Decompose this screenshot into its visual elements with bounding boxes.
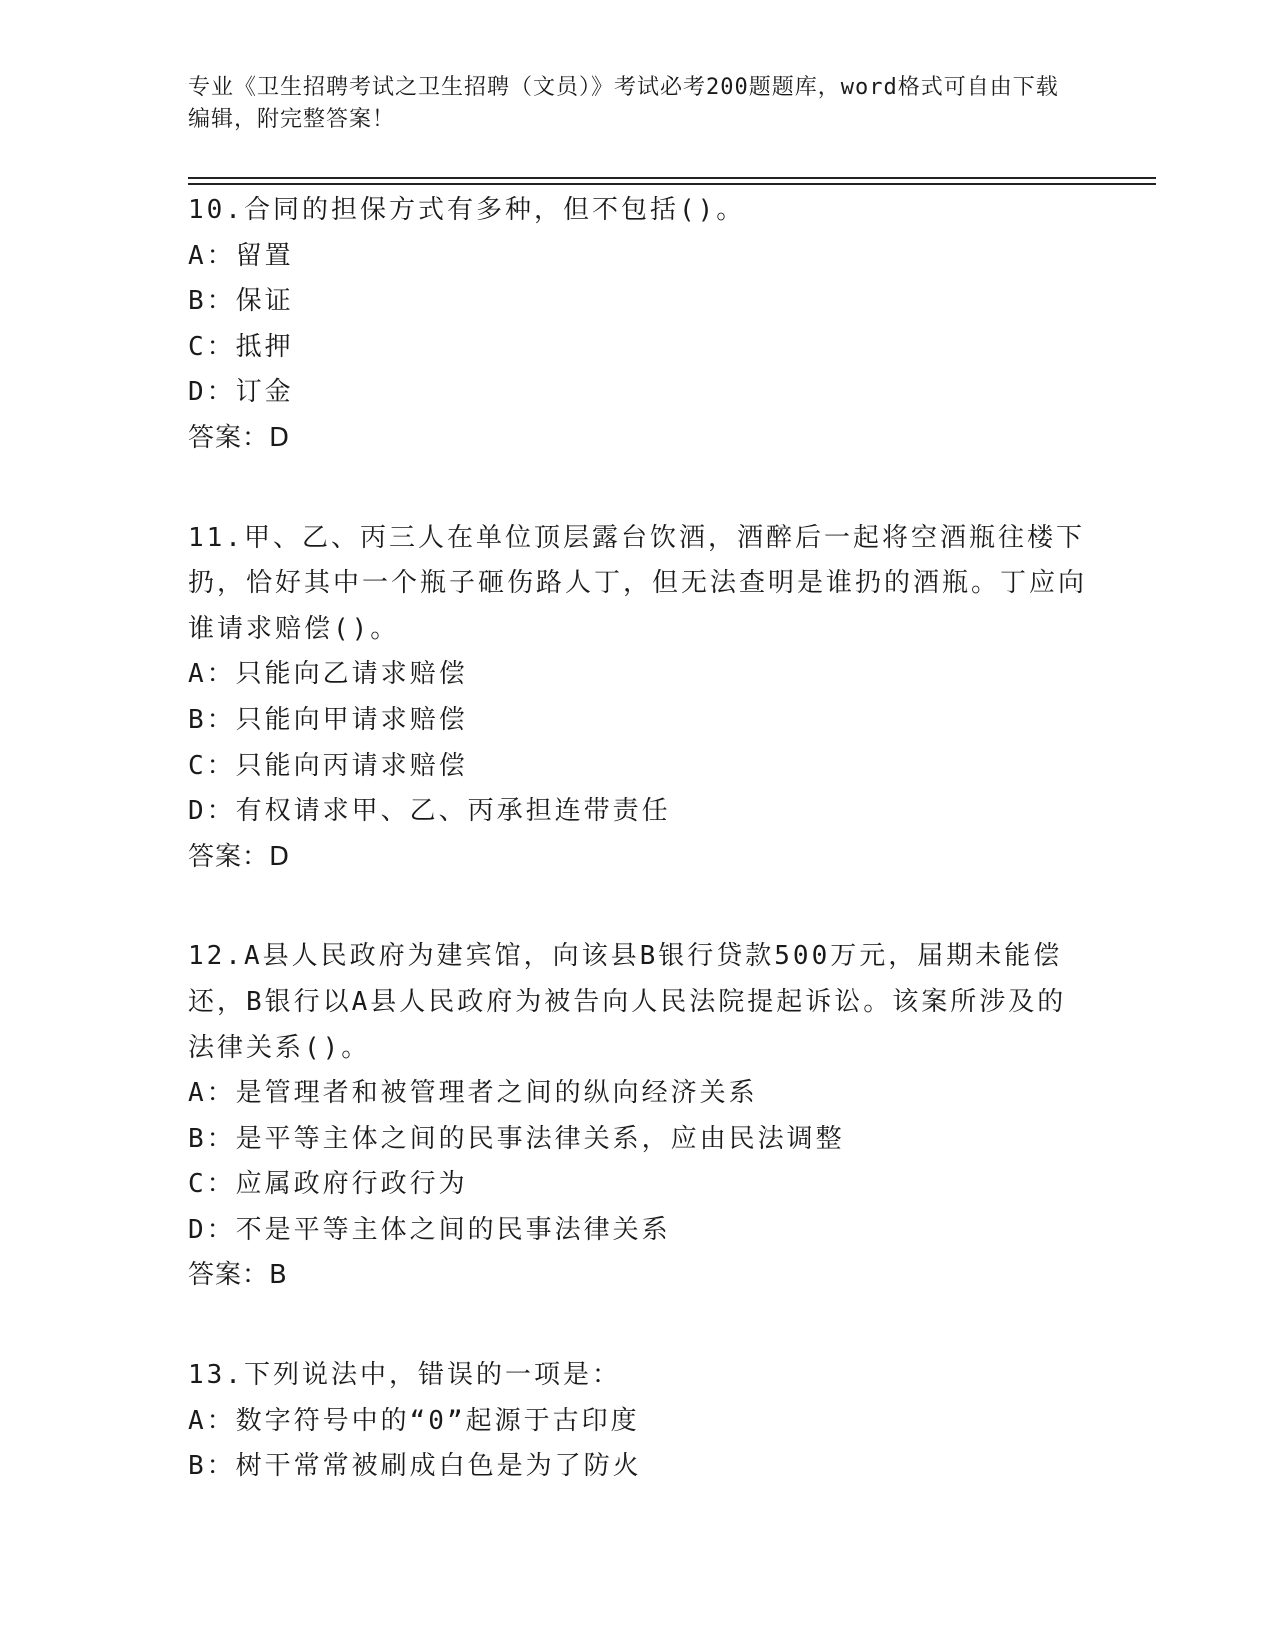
- question-13: [188, 1353, 1088, 1490]
- question-10: [188, 188, 1088, 462]
- option-b: B：是平等主体之间的民事法律关系，应由民法调整: [188, 1123, 845, 1154]
- question-11: [188, 516, 1088, 881]
- option-c: C：应属政府行政行为: [188, 1169, 468, 1200]
- option-a: A：数字符号中的“0”起源于古印度: [188, 1405, 640, 1436]
- answer: 答案：D: [188, 422, 291, 453]
- option-d: D：订金: [188, 377, 294, 408]
- document-header: 专业《卫生招聘考试之卫生招聘（文员）》考试必考200题题库，word格式可自由下载编辑，附完整答案！: [188, 75, 1059, 132]
- question-stem: 11.甲、乙、丙三人在单位顶层露台饮酒，酒醉后一起将空酒瓶往楼下扔，恰好其中一个瓶子砸伤路人丁，但无法查明是谁扔的酒瓶。丁应向谁请求赔偿()。: [188, 522, 1088, 644]
- header-divider-bottom: [188, 183, 1156, 185]
- answer: 答案：B: [188, 1260, 288, 1291]
- question-stem: 13.下列说法中，错误的一项是：: [188, 1360, 621, 1391]
- option-a: A：只能向乙请求赔偿: [188, 659, 468, 690]
- option-c: C：抵押: [188, 331, 294, 362]
- option-b: B：只能向甲请求赔偿: [188, 704, 468, 735]
- option-a: A：留置: [188, 240, 294, 271]
- answer: 答案：D: [188, 841, 291, 872]
- option-b: B：树干常常被刷成白色是为了防火: [188, 1451, 642, 1482]
- option-c: C：只能向丙请求赔偿: [188, 750, 468, 781]
- question-12: [188, 934, 1088, 1299]
- option-d: D：不是平等主体之间的民事法律关系: [188, 1214, 671, 1245]
- option-b: B：保证: [188, 286, 294, 317]
- question-stem: 10.合同的担保方式有多种，但不包括()。: [188, 195, 746, 225]
- option-d: D：有权请求甲、乙、丙承担连带责任: [188, 796, 671, 827]
- option-a: A：是管理者和被管理者之间的纵向经济关系: [188, 1078, 758, 1109]
- header-divider-top: [188, 177, 1156, 179]
- question-list: [188, 188, 1088, 1544]
- question-stem: 12.A县人民政府为建宾馆，向该县B银行贷款500万元，届期未能偿还，B银行以A县人民政府为被告向人民法院提起诉讼。该案所涉及的法律关系()。: [188, 941, 1067, 1063]
